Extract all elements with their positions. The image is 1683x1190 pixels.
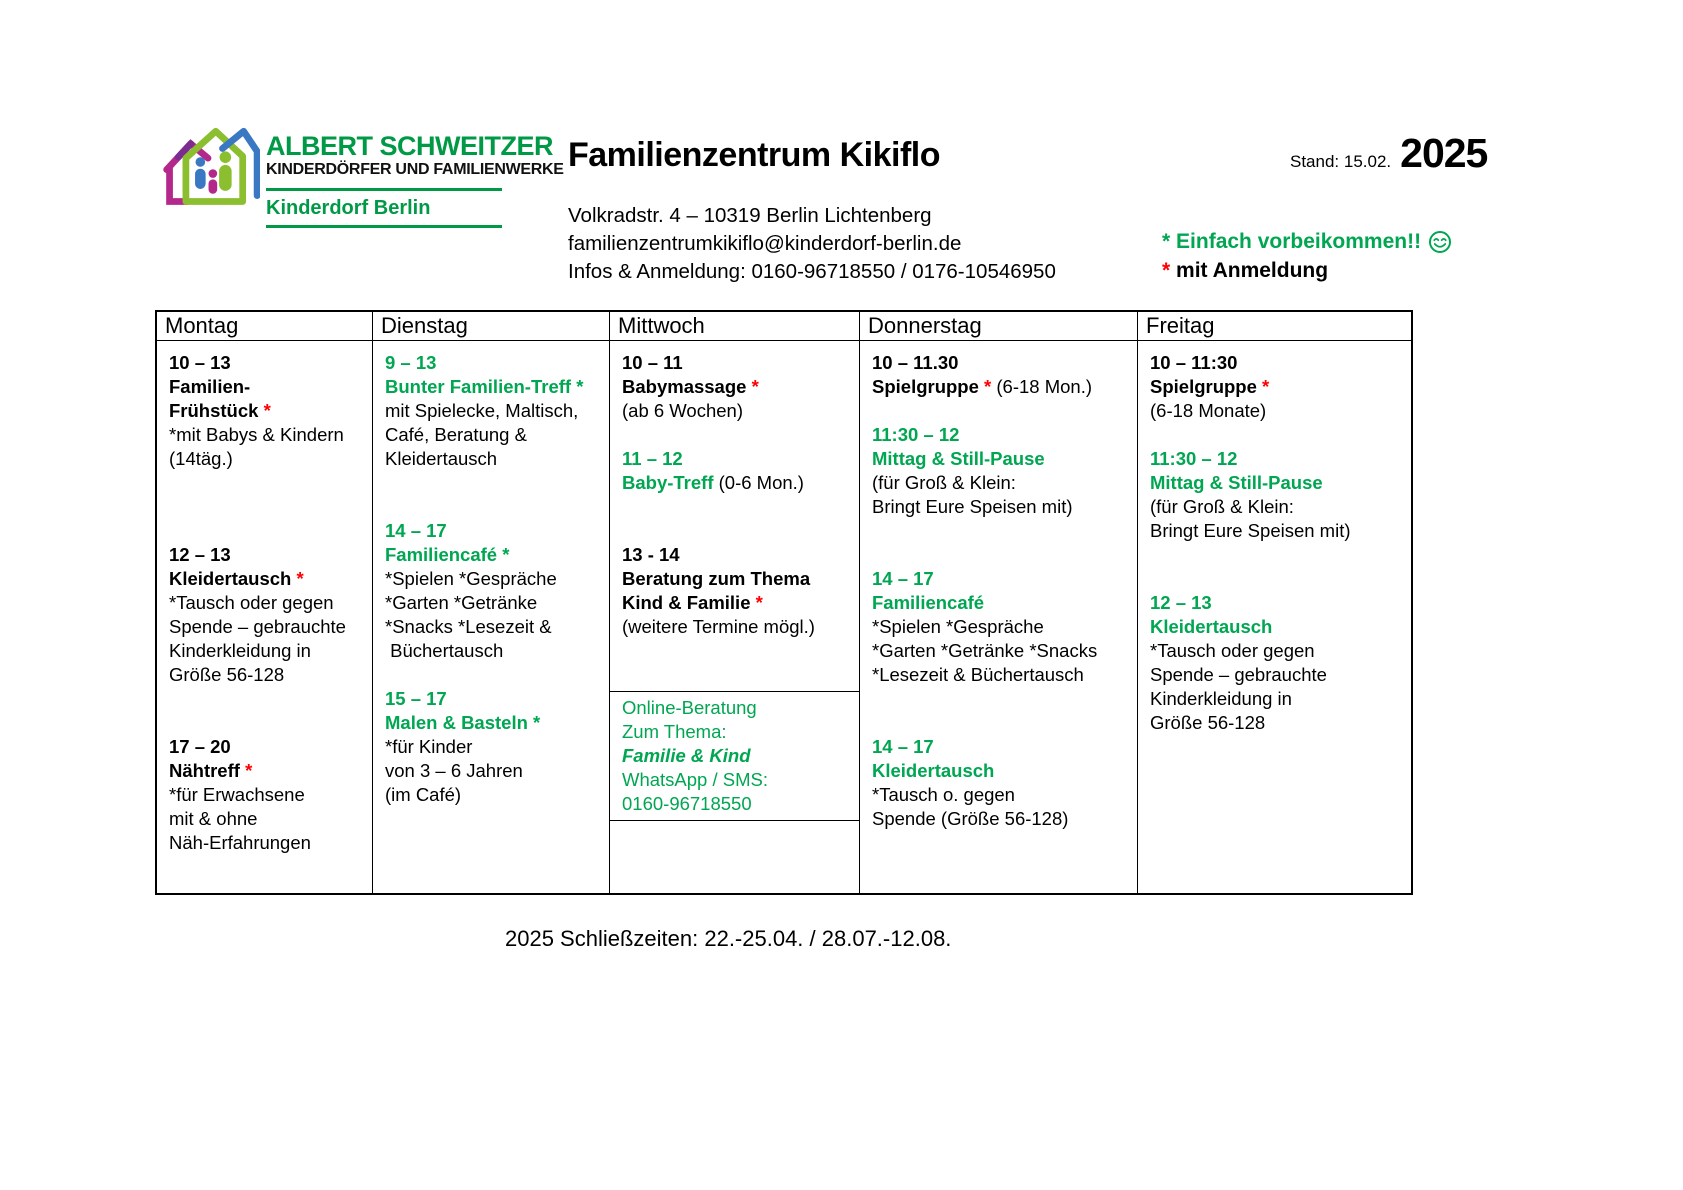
schedule-line — [872, 471, 1129, 495]
schedule-line — [872, 447, 1129, 471]
blank-line — [169, 495, 364, 519]
version-stand — [1290, 130, 1487, 177]
organization-location: Kinderdorf Berlin — [266, 197, 431, 219]
schedule-line — [1150, 471, 1403, 495]
schedule-line — [622, 351, 851, 375]
address-line: Volkradstr. 4 – 10319 Berlin Lichtenberg — [568, 204, 932, 227]
schedule-line — [872, 567, 1129, 591]
schedule-line — [1150, 375, 1403, 399]
green-asterisk: * — [1162, 230, 1171, 253]
text-span: *Lesezeit & Büchertausch — [872, 664, 1084, 685]
column-header-donnerstag: Donnerstag — [860, 312, 1137, 341]
text-span: 11:30 – 12 — [1150, 448, 1238, 469]
text-span: 15 – 17 — [385, 688, 447, 709]
column-body — [373, 341, 609, 893]
schedule-line — [169, 375, 364, 399]
schedule-line — [169, 639, 364, 663]
exclamation: ! — [1414, 230, 1422, 253]
text-span: *für Kinder — [385, 736, 473, 757]
text-span: Familie & Kind — [622, 745, 751, 766]
text-span: (6-18 Monate) — [1150, 400, 1267, 421]
text-span: 14 – 17 — [385, 520, 447, 541]
schedule-line — [622, 696, 851, 720]
blank-line — [169, 471, 364, 495]
text-span: 9 – 13 — [385, 352, 437, 373]
schedule-line — [385, 639, 601, 663]
schedule-line — [1150, 495, 1403, 519]
text-span: Kinderkleidung in — [169, 640, 311, 661]
blank-line — [872, 519, 1129, 543]
text-span: 10 – 11:30 — [1150, 352, 1238, 373]
text-span: *Snacks *Lesezeit & — [385, 616, 552, 637]
legend — [1162, 227, 1452, 285]
blank-line — [385, 663, 601, 687]
schedule-line — [622, 399, 851, 423]
logo-divider — [266, 188, 502, 191]
schedule-line — [169, 567, 364, 591]
text-span: (ab 6 Wochen) — [622, 400, 743, 421]
schedule-line — [385, 375, 601, 399]
blank-line — [622, 663, 851, 687]
text-span: *Tausch oder gegen — [169, 592, 334, 613]
schedule-line — [872, 663, 1129, 687]
text-span: 11 – 12 — [622, 448, 683, 469]
schedule-column-montag — [157, 312, 373, 893]
legend-drop-in-label: Einfach vorbeikommen! — [1176, 230, 1415, 253]
blank-line — [872, 687, 1129, 711]
text-span: * — [755, 592, 763, 613]
text-span: 10 – 11 — [622, 352, 683, 373]
schedule-line — [385, 423, 601, 447]
text-span: 11:30 – 12 — [872, 424, 960, 445]
schedule-line — [385, 351, 601, 375]
text-span: * — [296, 568, 304, 589]
text-span: * — [751, 376, 759, 397]
schedule-line — [169, 759, 364, 783]
schedule-line — [872, 759, 1129, 783]
schedule-line — [622, 567, 851, 591]
text-span: (0-6 Mon.) — [713, 472, 804, 493]
text-span: 12 – 13 — [169, 544, 231, 565]
text-span: (6-18 Mon.) — [991, 376, 1093, 397]
schedule-line — [1150, 687, 1403, 711]
schedule-line — [169, 735, 364, 759]
text-span: 12 – 13 — [1150, 592, 1212, 613]
text-span: Näh-Erfahrungen — [169, 832, 311, 853]
blank-line — [169, 687, 364, 711]
legend-drop-in — [1162, 227, 1452, 256]
online-beratung-box — [610, 691, 859, 821]
blank-line — [622, 495, 851, 519]
houses-logo-icon — [158, 110, 260, 214]
text-span: 10 – 13 — [169, 352, 231, 373]
logo-text-block — [266, 110, 564, 228]
schedule-line — [872, 375, 1129, 399]
text-span: 14 – 17 — [872, 736, 934, 757]
text-span: * — [263, 400, 271, 421]
schedule-line — [622, 447, 851, 471]
info-line: Infos & Anmeldung: 0160-96718550 / 0176-10546950 — [568, 260, 1056, 283]
column-header-mittwoch: Mittwoch — [610, 312, 859, 341]
schedule-line — [169, 831, 364, 855]
text-span: *Spielen *Gespräche — [385, 568, 557, 589]
blank-line — [872, 543, 1129, 567]
text-span: Spielgruppe — [872, 376, 985, 397]
text-span: 17 – 20 — [169, 736, 231, 757]
organization-logo — [158, 110, 564, 228]
schedule-line — [1150, 639, 1403, 663]
stand-label: Stand: 15.02. — [1290, 152, 1392, 171]
text-span: Kleidertausch — [872, 760, 995, 781]
text-span: WhatsApp / SMS: — [622, 769, 768, 790]
text-span: Online-Beratung — [622, 697, 757, 718]
text-span: (im Café) — [385, 784, 462, 805]
blank-line — [1150, 543, 1403, 567]
schedule-column-dienstag — [373, 312, 610, 893]
schedule-line — [1150, 399, 1403, 423]
schedule-line — [385, 543, 601, 567]
text-span: *Garten *Getränke — [385, 592, 538, 613]
text-span: Malen & Basteln * — [385, 712, 541, 733]
text-span: Größe 56-128 — [169, 664, 285, 685]
text-span: 10 – 11.30 — [872, 352, 959, 373]
closure-dates: 2025 Schließzeiten: 22.-25.04. / 28.07.-12.08. — [505, 926, 952, 951]
column-header-dienstag: Dienstag — [373, 312, 609, 341]
column-header-freitag: Freitag — [1138, 312, 1411, 341]
schedule-line — [622, 543, 851, 567]
schedule-line — [1150, 447, 1403, 471]
text-span: Familiencafé — [872, 592, 985, 613]
text-span: Kleidertausch — [1150, 616, 1273, 637]
contact-block — [568, 202, 1056, 286]
schedule-line — [169, 783, 364, 807]
schedule-line — [385, 687, 601, 711]
schedule-table — [155, 310, 1413, 895]
text-span: *Tausch oder gegen — [1150, 640, 1315, 661]
schedule-line — [385, 735, 601, 759]
text-span: 13 - 14 — [622, 544, 680, 565]
schedule-line — [872, 807, 1129, 831]
schedule-line — [169, 615, 364, 639]
schedule-line — [1150, 663, 1403, 687]
column-body — [1138, 341, 1411, 893]
smiley-icon — [1428, 230, 1452, 254]
logo-divider — [266, 225, 502, 228]
schedule-column-donnerstag — [860, 312, 1138, 893]
text-span: Größe 56-128 — [1150, 712, 1266, 733]
text-span: Kleidertausch — [385, 448, 498, 469]
schedule-line — [872, 423, 1129, 447]
text-span: Zum Thema: — [622, 721, 727, 742]
schedule-line — [385, 711, 601, 735]
schedule-line — [169, 351, 364, 375]
schedule-line — [169, 399, 364, 423]
schedule-line — [622, 744, 851, 768]
schedule-column-mittwoch — [610, 312, 860, 893]
schedule-line — [169, 663, 364, 687]
schedule-line — [622, 792, 851, 816]
legend-registration-label: mit Anmeldung — [1176, 259, 1329, 282]
text-span: *Spielen *Gespräche — [872, 616, 1044, 637]
blank-line — [1150, 423, 1403, 447]
blank-line — [872, 399, 1129, 423]
schedule-line — [1150, 711, 1403, 735]
email-line: familienzentrumkikiflo@kinderdorf-berlin.de — [568, 232, 962, 255]
schedule-line — [169, 807, 364, 831]
text-span: Nähtreff — [169, 760, 246, 781]
red-asterisk: * — [1162, 259, 1171, 282]
schedule-line — [1150, 591, 1403, 615]
schedule-line — [1150, 351, 1403, 375]
schedule-line — [385, 399, 601, 423]
text-span: (für Groß & Klein: — [1150, 496, 1294, 517]
blank-line — [622, 423, 851, 447]
text-span: Kleidertausch — [169, 568, 297, 589]
schedule-line — [1150, 519, 1403, 543]
text-span: mit & ohne — [169, 808, 258, 829]
schedule-line — [872, 783, 1129, 807]
text-span: *Tausch o. gegen — [872, 784, 1015, 805]
text-span: Bunter Familien-Treff * — [385, 376, 584, 397]
schedule-line — [622, 615, 851, 639]
schedule-line — [622, 591, 851, 615]
text-span: Bringt Eure Speisen mit) — [872, 496, 1073, 517]
text-span: *mit Babys & Kindern — [169, 424, 344, 445]
schedule-line — [872, 591, 1129, 615]
page-title: Familienzentrum Kikiflo — [568, 136, 940, 174]
blank-line — [622, 519, 851, 543]
text-span: Babymassage — [622, 376, 752, 397]
text-span: (für Groß & Klein: — [872, 472, 1016, 493]
schedule-line — [622, 471, 851, 495]
text-span: (14täg.) — [169, 448, 233, 469]
schedule-line — [169, 591, 364, 615]
text-span: Café, Beratung & — [385, 424, 527, 445]
text-span: Spende – gebrauchte — [1150, 664, 1327, 685]
schedule-line — [622, 768, 851, 792]
column-header-montag: Montag — [157, 312, 372, 341]
text-span: *Garten *Getränke *Snacks — [872, 640, 1098, 661]
schedule-line — [1150, 615, 1403, 639]
schedule-line — [872, 615, 1129, 639]
text-span: Familien- — [169, 376, 251, 397]
blank-line — [169, 519, 364, 543]
text-span: Spielgruppe — [1150, 376, 1263, 397]
text-span: Spende (Größe 56-128) — [872, 808, 1069, 829]
schedule-line — [385, 783, 601, 807]
text-span: Familiencafé * — [385, 544, 510, 565]
text-span: * — [245, 760, 253, 781]
schedule-line — [169, 447, 364, 471]
text-span: Spende – gebrauchte — [169, 616, 346, 637]
blank-line — [385, 471, 601, 495]
schedule-line — [872, 495, 1129, 519]
blank-line — [872, 711, 1129, 735]
text-span: Frühstück — [169, 400, 264, 421]
column-body — [157, 341, 372, 893]
schedule-line — [872, 639, 1129, 663]
blank-line — [622, 639, 851, 663]
schedule-line — [169, 543, 364, 567]
organization-subtitle: KINDERDÖRFER UND FAMILIENWERKE — [266, 161, 564, 178]
text-span: Beratung zum Thema — [622, 568, 811, 589]
schedule-line — [622, 375, 851, 399]
schedule-line — [385, 591, 601, 615]
text-span: Baby-Treff — [622, 472, 714, 493]
text-span: Mittag & Still-Pause — [872, 448, 1045, 469]
legend-registration — [1162, 256, 1452, 285]
column-body — [610, 341, 859, 893]
text-span: 0160-96718550 — [622, 793, 752, 814]
column-body — [860, 341, 1137, 893]
schedule-line — [385, 615, 601, 639]
text-span: von 3 – 6 Jahren — [385, 760, 523, 781]
schedule-line — [872, 735, 1129, 759]
text-span: Kinderkleidung in — [1150, 688, 1292, 709]
schedule-line — [169, 423, 364, 447]
blank-line — [1150, 567, 1403, 591]
schedule-line — [385, 519, 601, 543]
text-span: Mittag & Still-Pause — [1150, 472, 1323, 493]
schedule-line — [385, 567, 601, 591]
text-span: * — [984, 376, 992, 397]
text-span: *für Erwachsene — [169, 784, 305, 805]
schedule-line — [385, 759, 601, 783]
text-span: * — [1262, 376, 1270, 397]
text-span: mit Spielecke, Maltisch, — [385, 400, 579, 421]
schedule-line — [622, 720, 851, 744]
blank-line — [385, 495, 601, 519]
text-span: (weitere Termine mögl.) — [622, 616, 815, 637]
stand-year: 2025 — [1400, 130, 1488, 176]
text-span: Büchertausch — [385, 640, 504, 661]
text-span: Bringt Eure Speisen mit) — [1150, 520, 1351, 541]
organization-name: ALBERT SCHWEITZER — [266, 131, 553, 161]
schedule-line — [872, 351, 1129, 375]
text-span: Kind & Familie — [622, 592, 756, 613]
schedule-column-freitag — [1138, 312, 1411, 893]
text-span: 14 – 17 — [872, 568, 934, 589]
schedule-line — [385, 447, 601, 471]
blank-line — [169, 711, 364, 735]
